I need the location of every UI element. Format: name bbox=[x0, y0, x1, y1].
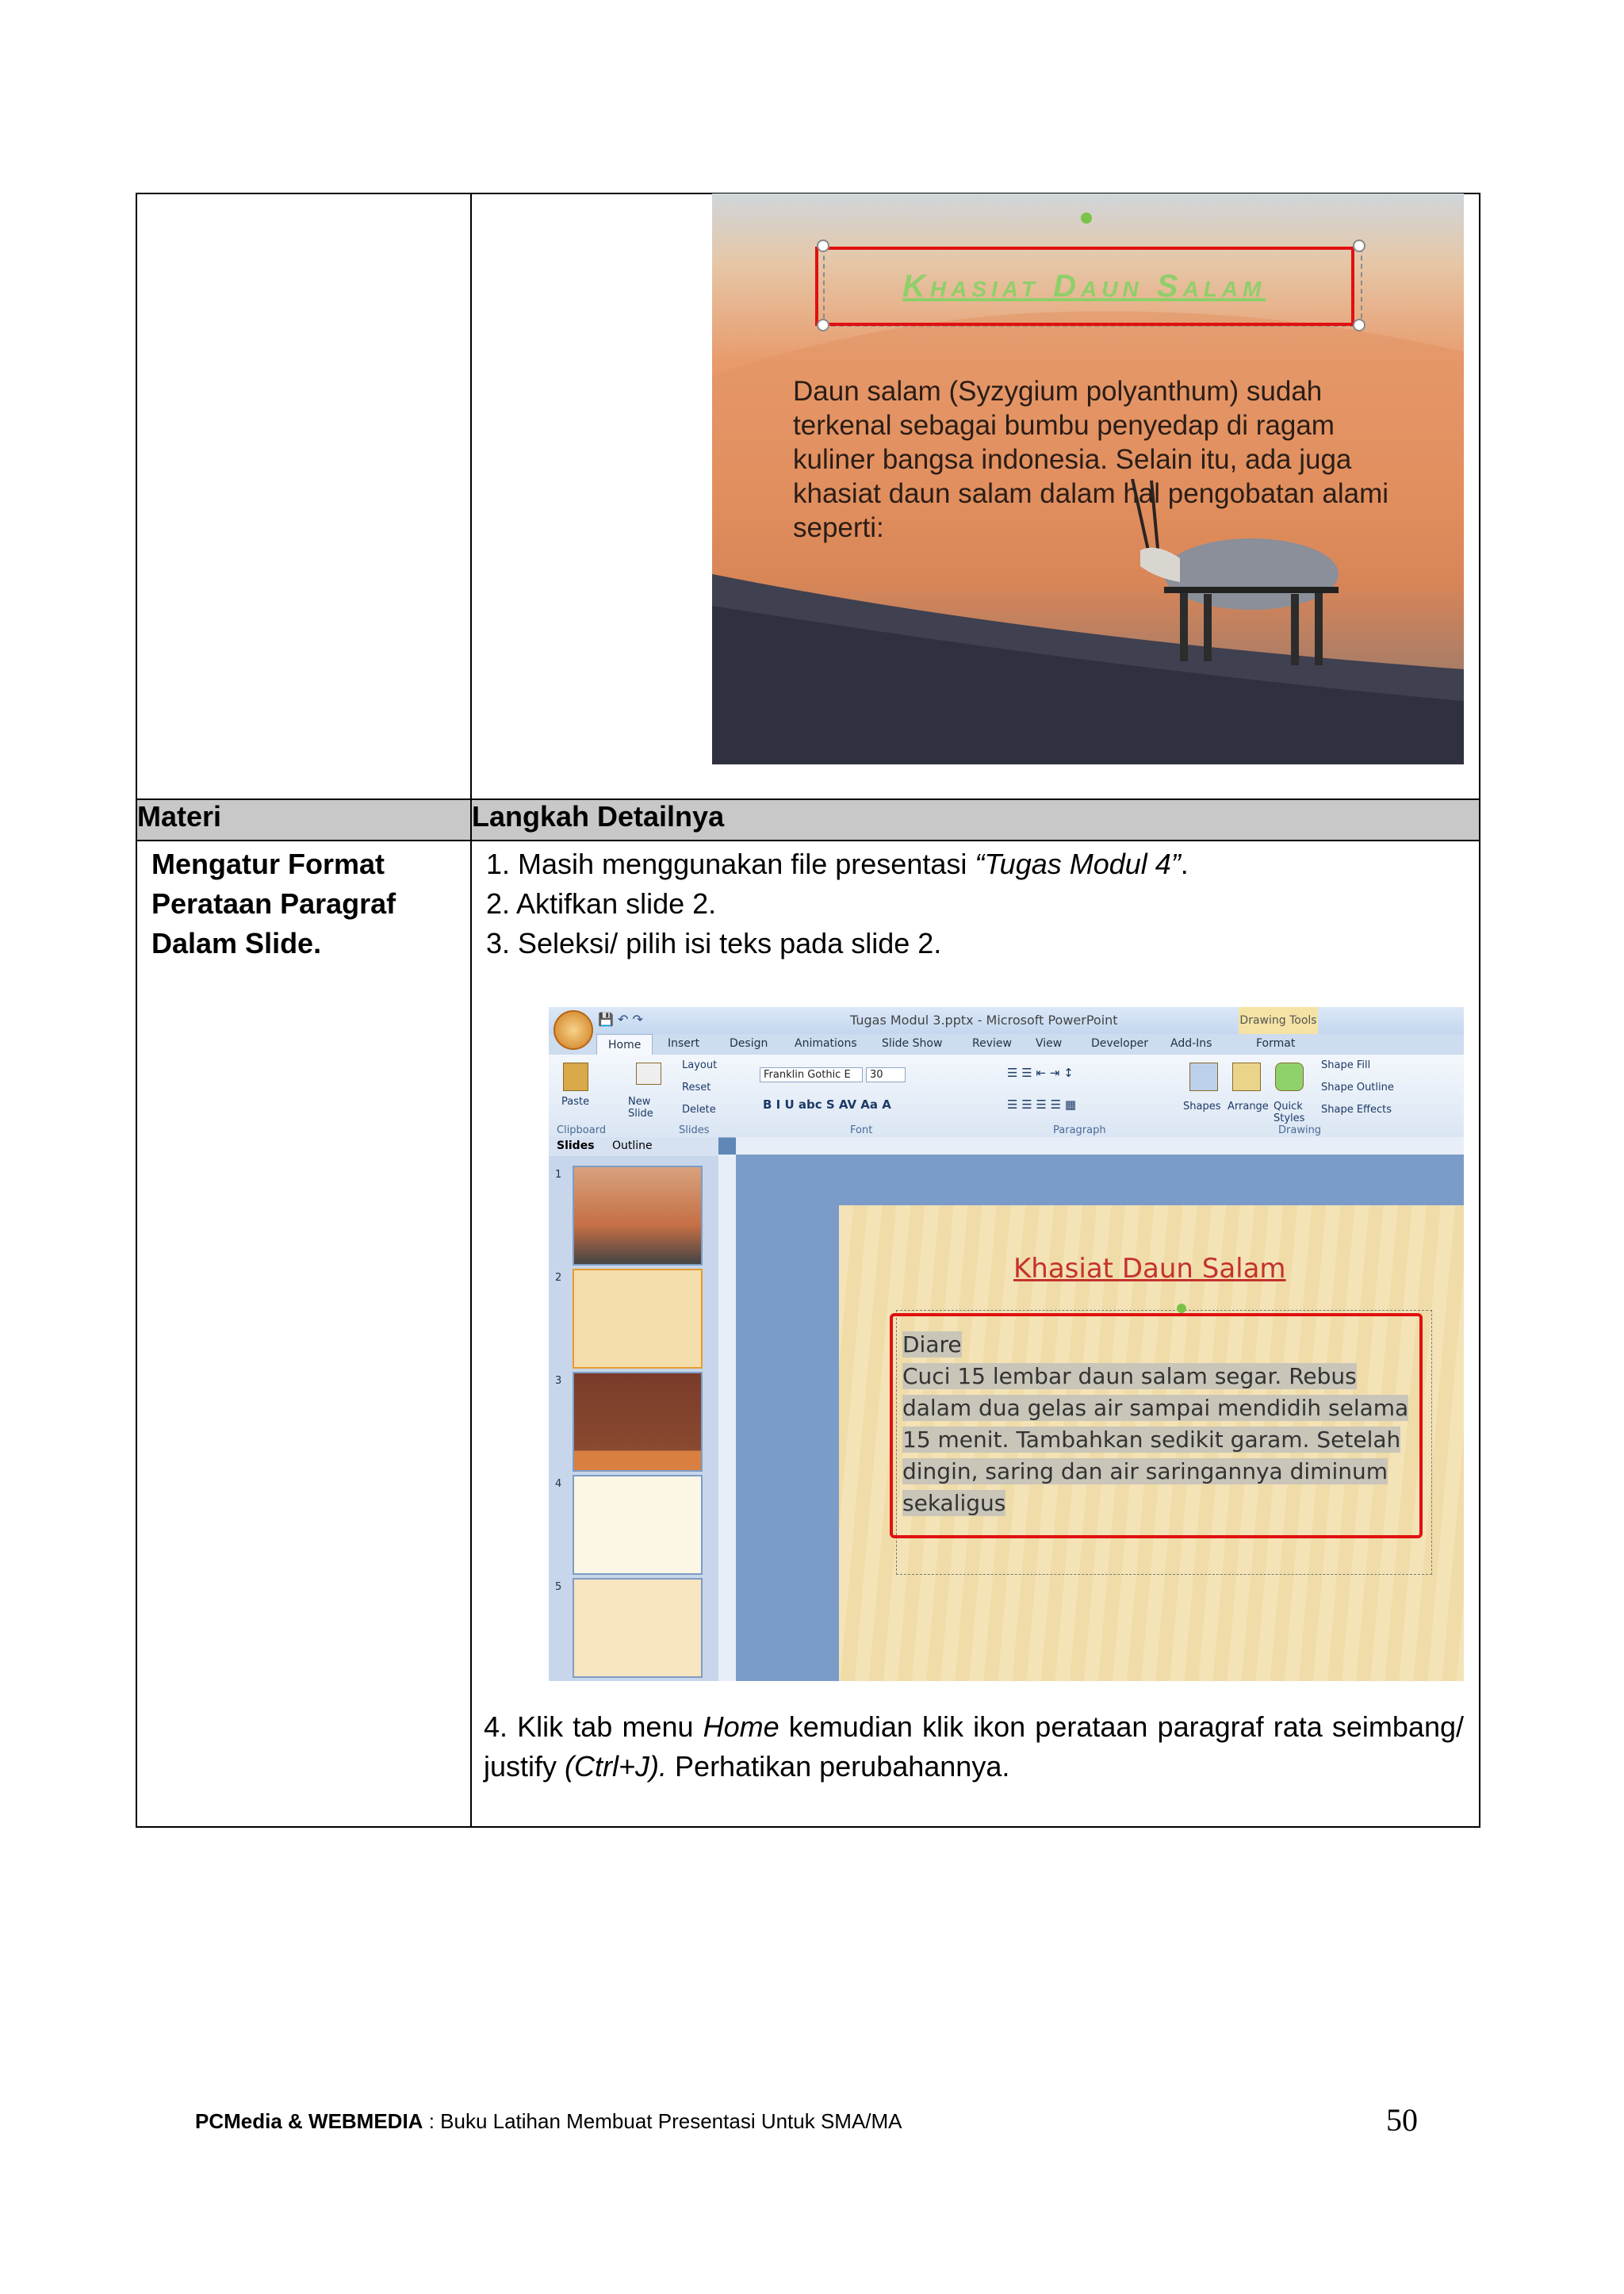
empty-cell bbox=[136, 193, 471, 799]
step-4-shortcut: (Ctrl+J). bbox=[565, 1750, 668, 1783]
step-4-text: 4. Klik tab menu bbox=[484, 1710, 703, 1743]
topic-cell bbox=[136, 841, 471, 1827]
slide-editing-area bbox=[736, 1155, 1464, 1681]
slide-2-title: Khasiat Daun Salam bbox=[1013, 1253, 1286, 1285]
quick-access-toolbar[interactable]: 💾 ↶ ↷ bbox=[598, 1012, 643, 1027]
slide-1-title: Khasiat Daun Salam bbox=[902, 269, 1266, 304]
reset-button[interactable]: Reset bbox=[682, 1082, 711, 1093]
shapes-button[interactable]: Shapes bbox=[1183, 1101, 1221, 1113]
resize-handle[interactable] bbox=[1353, 239, 1365, 252]
font-size-select[interactable]: 30 bbox=[866, 1067, 906, 1082]
ribbon-tabs bbox=[549, 1034, 1464, 1055]
paste-icon[interactable] bbox=[563, 1063, 588, 1091]
vertical-ruler[interactable] bbox=[718, 1155, 736, 1681]
align-buttons[interactable]: ☰ ☰ ☰ ☰ ▦ bbox=[1007, 1097, 1077, 1112]
new-slide-icon[interactable] bbox=[636, 1063, 661, 1085]
ppt-title-bar bbox=[549, 1007, 1464, 1034]
header-materi: Materi bbox=[136, 799, 471, 841]
thumb-number: 3 bbox=[555, 1375, 562, 1387]
page-number: 50 bbox=[1386, 2102, 1418, 2138]
step-1-filename: “Tugas Modul 4” bbox=[975, 848, 1181, 880]
quick-styles-button[interactable]: Quick Styles bbox=[1274, 1101, 1305, 1124]
step-1 bbox=[486, 844, 1465, 884]
arrange-icon[interactable] bbox=[1232, 1063, 1261, 1091]
panel-tabs bbox=[549, 1137, 718, 1156]
tab-outline[interactable]: Outline bbox=[612, 1139, 653, 1152]
font-format-buttons[interactable]: B I U abc S AV Aa A bbox=[763, 1097, 891, 1112]
tab-design[interactable]: Design bbox=[730, 1037, 768, 1050]
slide-2-body[interactable] bbox=[902, 1329, 1418, 1519]
step-4-home: Home bbox=[703, 1710, 779, 1743]
ppt-window-title: Tugas Modul 3.pptx - Microsoft PowerPoint bbox=[850, 1013, 1118, 1028]
group-slides: Slides bbox=[679, 1124, 710, 1136]
thumb-number: 5 bbox=[555, 1581, 562, 1593]
thumb-number: 2 bbox=[555, 1272, 562, 1284]
shape-outline-button[interactable]: Shape Outline bbox=[1321, 1082, 1394, 1093]
shape-effects-button[interactable]: Shape Effects bbox=[1321, 1104, 1392, 1116]
tab-slide-show[interactable]: Slide Show bbox=[882, 1037, 943, 1050]
tab-review[interactable]: Review bbox=[972, 1037, 1012, 1050]
powerpoint-screenshot bbox=[549, 1007, 1464, 1681]
slide-thumbnail-1[interactable] bbox=[573, 1166, 703, 1266]
slide-thumbnail-2[interactable] bbox=[573, 1269, 703, 1369]
tab-animations[interactable]: Animations bbox=[795, 1037, 857, 1050]
step-4-suffix: Perhatikan perubahannya. bbox=[667, 1750, 1010, 1783]
tab-view[interactable]: View bbox=[1036, 1037, 1063, 1050]
footer-brand: PCMedia & WEBMEDIA bbox=[195, 2109, 423, 2133]
group-font: Font bbox=[850, 1124, 873, 1136]
header-langkah: Langkah Detailnya bbox=[471, 799, 1480, 841]
slide-2 bbox=[839, 1205, 1464, 1681]
slide-thumbnail-5[interactable] bbox=[573, 1578, 703, 1678]
page-footer bbox=[195, 2109, 902, 2134]
rotate-handle[interactable] bbox=[1081, 213, 1092, 224]
oryx-image bbox=[1116, 479, 1354, 685]
shape-fill-button[interactable]: Shape Fill bbox=[1321, 1059, 1371, 1071]
step-1-suffix: . bbox=[1180, 848, 1189, 880]
layout-button[interactable]: Layout bbox=[682, 1059, 718, 1071]
shapes-icon[interactable] bbox=[1189, 1063, 1218, 1091]
resize-handle[interactable] bbox=[817, 239, 829, 252]
tab-insert[interactable]: Insert bbox=[668, 1037, 700, 1050]
group-clipboard: Clipboard bbox=[557, 1124, 607, 1136]
thumb-number: 1 bbox=[555, 1169, 562, 1181]
step-1-text: 1. Masih menggunakan file presentasi bbox=[486, 848, 975, 880]
rotate-handle[interactable] bbox=[1177, 1304, 1186, 1313]
tab-format[interactable]: Format bbox=[1256, 1037, 1296, 1050]
topic-text: Mengatur Format Perataan Paragraf Dalam Slide. bbox=[151, 848, 396, 959]
group-drawing: Drawing bbox=[1278, 1124, 1322, 1136]
slide-1-body: Daun salam (Syzygium polyanthum) sudah terkenal sebagai bumbu penyedap di ragam kuliner bangsa indonesia. Selain itu, ada juga khasiat daun salam dalam hal pengobatan alami seperti: bbox=[793, 376, 1389, 543]
font-name-select[interactable]: Franklin Gothic E bbox=[760, 1067, 863, 1082]
horizontal-ruler[interactable] bbox=[736, 1137, 1464, 1155]
footer-text: : Buku Latihan Membuat Presentasi Untuk SMA/MA bbox=[423, 2109, 902, 2133]
steps-list bbox=[472, 841, 1479, 963]
ribbon bbox=[549, 1055, 1464, 1138]
new-slide-button[interactable]: New Slide bbox=[628, 1096, 653, 1120]
tab-slides[interactable]: Slides bbox=[557, 1139, 595, 1152]
slide-thumbnail-4[interactable] bbox=[573, 1475, 703, 1575]
resize-handle[interactable] bbox=[1353, 319, 1365, 331]
office-button[interactable] bbox=[553, 1010, 593, 1050]
step-2: 2. Aktifkan slide 2. bbox=[486, 887, 717, 920]
step-4-mid: kemudian klik ikon perataan paragraf rata seimbang/ justify bbox=[484, 1710, 1465, 1783]
delete-button[interactable]: Delete bbox=[682, 1104, 716, 1116]
list-buttons[interactable]: ☰ ☰ ⇤ ⇥ ↕ bbox=[1007, 1066, 1074, 1080]
thumb-number: 4 bbox=[555, 1478, 562, 1490]
tab-home[interactable]: Home bbox=[596, 1034, 653, 1055]
resize-handle[interactable] bbox=[817, 319, 829, 331]
slide-2-paragraph: Cuci 15 lembar daun salam segar. Rebus dalam dua gelas air sampai mendidih selama 15 menit. Tambahkan sedikit garam. Setelah dingin, saring dan air saringannya diminum sekaligus bbox=[902, 1363, 1409, 1516]
quick-styles-icon[interactable] bbox=[1275, 1063, 1304, 1091]
step-3: 3. Seleksi/ pilih isi teks pada slide 2. bbox=[486, 927, 942, 959]
slide-1-image bbox=[712, 193, 1464, 764]
tab-developer[interactable]: Developer bbox=[1091, 1037, 1149, 1050]
tab-add-ins[interactable]: Add-Ins bbox=[1170, 1037, 1212, 1050]
table-header-row bbox=[136, 799, 1480, 841]
slide-thumbnail-3[interactable] bbox=[573, 1372, 703, 1472]
drawing-tools-label: Drawing Tools bbox=[1239, 1007, 1318, 1034]
step-4 bbox=[484, 1707, 1464, 1787]
slide-2-heading: Diare bbox=[902, 1331, 962, 1358]
group-paragraph: Paragraph bbox=[1053, 1124, 1106, 1136]
paste-button[interactable]: Paste bbox=[561, 1096, 590, 1108]
arrange-button[interactable]: Arrange bbox=[1228, 1101, 1269, 1113]
slides-panel bbox=[549, 1137, 718, 1681]
